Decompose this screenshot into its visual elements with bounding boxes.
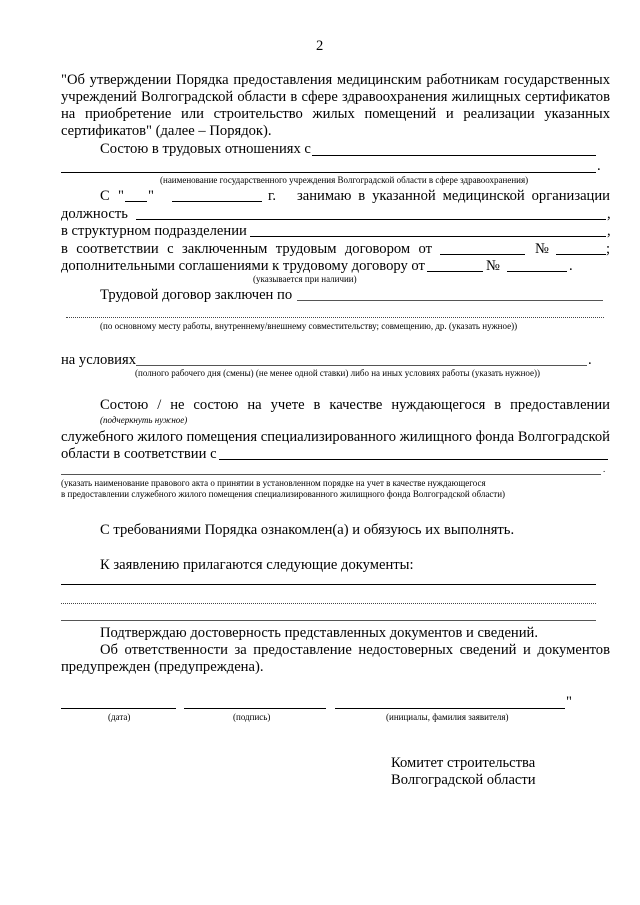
contract-type-field-2[interactable] (66, 317, 604, 318)
contract-label: в соответствии с заключенным трудовым договором от (61, 241, 432, 257)
intro-line-3: на приобретение или строительство жилых помещений и реализации указанных (61, 106, 610, 122)
recipient-line-2: Волгоградской области (391, 772, 536, 788)
dept-label: в структурном подразделении (61, 223, 247, 239)
registration-line-3: области в соответствии с (61, 446, 217, 462)
conditions-end-dot: . (588, 352, 592, 368)
occupy-text: занимаю в указанной медицинской организации (297, 188, 610, 204)
confirmation-line-3: предупрежден (предупреждена). (61, 659, 264, 675)
employment-label: Состою в трудовых отношениях с (100, 141, 311, 157)
contract-type-label: Трудовой договор заключен по (100, 287, 293, 303)
legal-act-field-1[interactable] (219, 459, 608, 460)
registration-line-2: служебного жилого помещения специализированного жилищного фонда Волгоградской (61, 429, 610, 445)
attachments-label: К заявлению прилагаются следующие документы: (100, 557, 414, 573)
since-prefix: С (100, 188, 110, 204)
contract-date-field[interactable] (440, 254, 525, 255)
intro-line-4: сертификатов" (далее – Порядок). (61, 123, 272, 139)
registration-note-2: в предоставлении служебного жилого помещения специализированного жилищного фонда Волгоградской области) (61, 489, 506, 499)
post-label: должность (61, 206, 128, 222)
intro-line-1: "Об утверждении Порядка предоставления медицинским работникам государственных (61, 72, 610, 88)
confirmation-line-2: Об ответственности за предоставление недостоверных сведений и документов (100, 642, 610, 658)
post-comma: , (607, 206, 611, 222)
contract-number-field[interactable] (556, 254, 606, 255)
contract-semicolon: ; (606, 241, 611, 257)
page-number: 2 (316, 38, 324, 54)
sign-label: (подпись) (233, 712, 271, 722)
addendum-note: (указывается при наличии) (253, 274, 357, 284)
underline-note: (подчеркнуть нужное) (100, 415, 188, 425)
addendum-label: дополнительными соглашениями к трудовому договору от (61, 258, 425, 274)
name-field[interactable] (335, 708, 565, 709)
addendum-num-sign: № (486, 258, 500, 274)
date-field[interactable] (61, 708, 176, 709)
contract-num-sign: № (535, 241, 549, 257)
contract-type-note: (по основному месту работы, внутреннему/внешнему совместительству; совмещению, др. (указать нужное)) (100, 321, 518, 331)
acknowledgement-text: С требованиями Порядка ознакомлен(а) и обязуюсь их выполнять. (100, 522, 515, 538)
year-suffix: г. (268, 188, 276, 204)
dept-field[interactable] (250, 236, 606, 237)
closing-quote: " (566, 694, 572, 710)
registration-line-1: Состою / не состою на учете в качестве нуждающегося в предоставлении (100, 397, 610, 413)
addendum-number-field[interactable] (507, 271, 567, 272)
post-field[interactable] (136, 219, 606, 220)
attachments-line-1[interactable] (61, 584, 596, 585)
employer-field-line-1[interactable] (312, 155, 596, 156)
recipient-line-1: Комитет строительства (391, 755, 536, 771)
conditions-field[interactable] (136, 365, 587, 366)
addendum-end-dot: . (569, 258, 573, 274)
contract-type-field[interactable] (297, 300, 603, 301)
day-quote-open: " (118, 188, 124, 204)
conditions-note: (полного рабочего дня (смены) (не менее одной ставки) либо на иных условиях работы (указать нужное)) (135, 368, 541, 378)
registration-note-1: (указать наименование правового акта о принятии в установленном порядке на учет в качестве нуждающегося (61, 478, 486, 488)
intro-line-2: учреждений Волгоградской области в сфере здравоохранения жилищных сертификатов (61, 89, 610, 105)
employment-note: (наименование государственного учреждения Волгоградской области в сфере здравоохранения) (160, 175, 529, 185)
day-field[interactable] (125, 201, 147, 202)
attachments-line-3[interactable] (61, 620, 596, 621)
attachments-line-2[interactable] (61, 603, 596, 604)
employer-field-line-2[interactable] (61, 172, 596, 173)
date-label: (дата) (108, 712, 131, 722)
name-label: (инициалы, фамилия заявителя) (386, 712, 509, 722)
day-quote-close: " (148, 188, 154, 204)
confirmation-line-1: Подтверждаю достоверность представленных документов и сведений. (100, 625, 539, 641)
signature-field[interactable] (184, 708, 326, 709)
registration-end-dot: . (603, 464, 606, 474)
dept-comma: , (607, 223, 611, 239)
employment-end-dot: . (597, 158, 601, 174)
legal-act-field-2[interactable] (61, 474, 601, 475)
month-field[interactable] (172, 201, 262, 202)
conditions-label: на условиях (61, 352, 136, 368)
addendum-date-field[interactable] (427, 271, 483, 272)
